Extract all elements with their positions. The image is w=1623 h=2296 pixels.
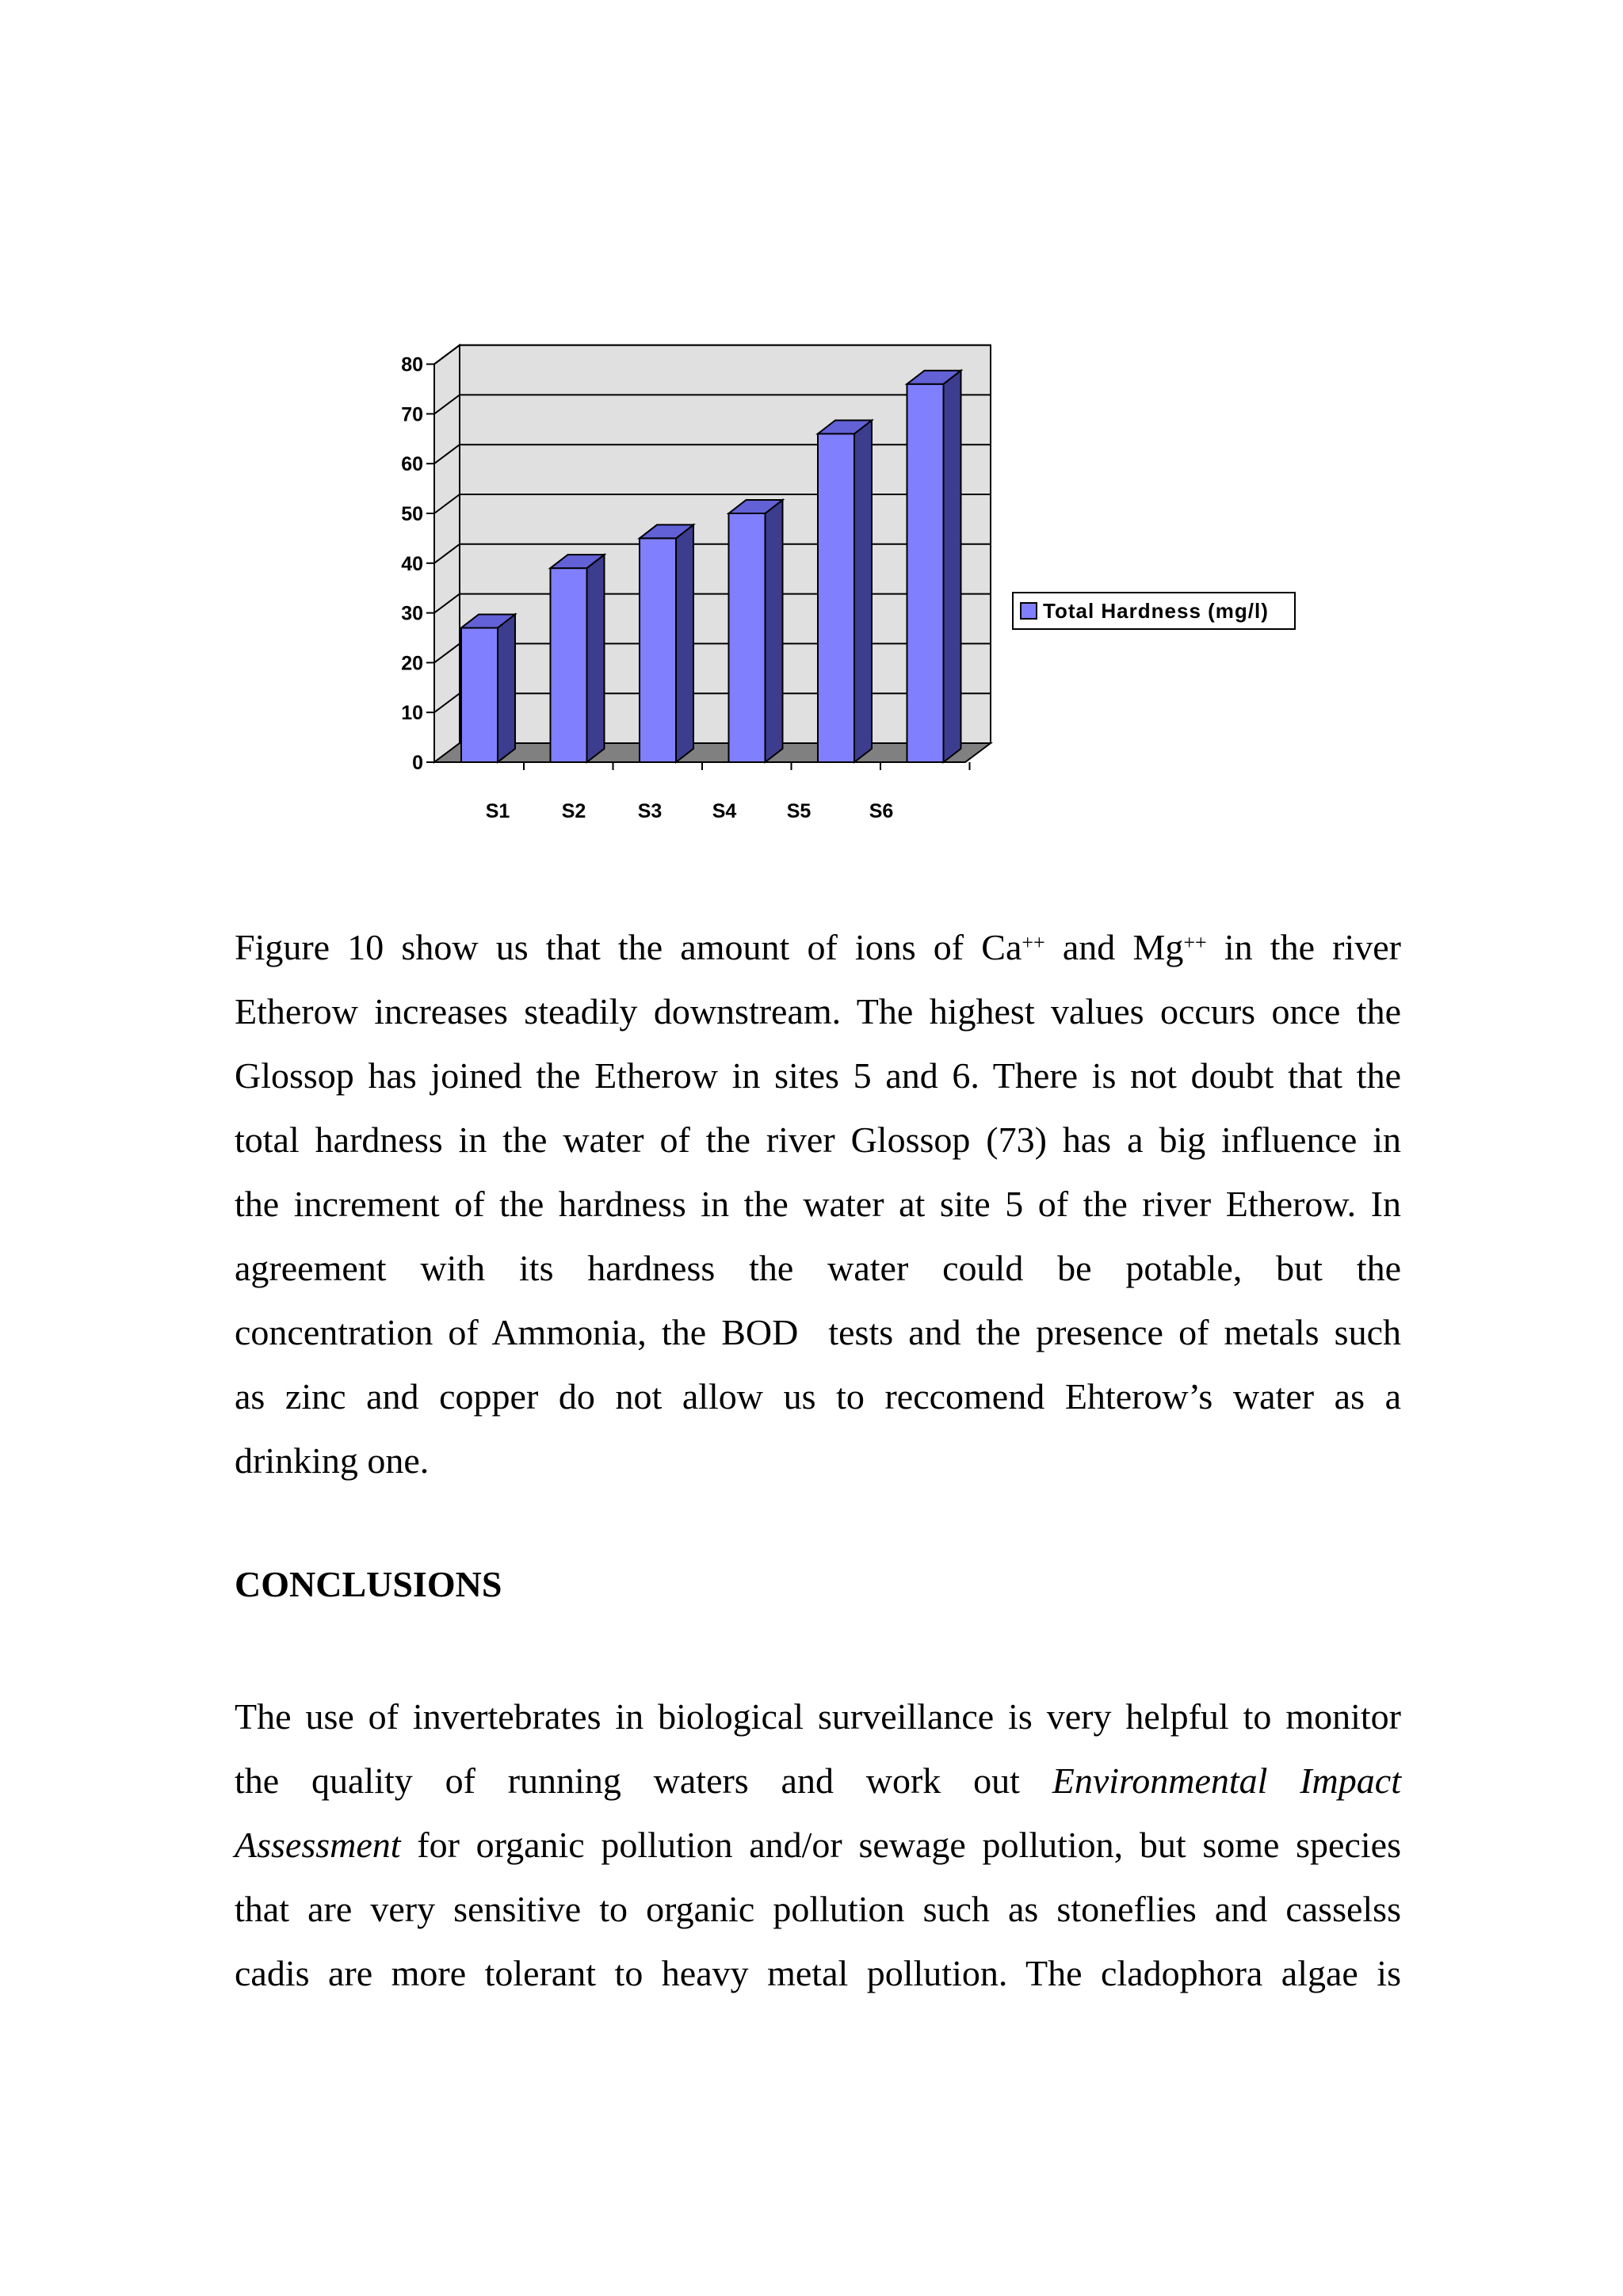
- para2-line-3: Assessment for organic pollution and/or sewage pollution, but some species: [235, 1825, 1401, 1865]
- para1-line-9: drinking one.: [235, 1440, 430, 1481]
- chart-layer: [401, 345, 1295, 822]
- y-tick-label: 40: [401, 552, 423, 575]
- y-tick-label: 70: [401, 403, 423, 426]
- y-tick-label: 20: [401, 652, 423, 675]
- bar: [729, 513, 766, 762]
- bar: [461, 627, 498, 762]
- legend-label: Total Hardness (mg/l): [1043, 599, 1269, 623]
- para2-line-5: cadis are more tolerant to heavy metal pollution. The cladophora algae is: [235, 1953, 1401, 1993]
- y-tick-label: 50: [401, 503, 423, 525]
- bar: [640, 538, 676, 762]
- x-tick-label: S5: [786, 800, 812, 822]
- y-tick-label: 10: [401, 702, 423, 725]
- conclusions-heading: CONCLUSIONS: [235, 1564, 502, 1604]
- x-tick-label: S3: [637, 800, 663, 822]
- y-tick-label: 60: [401, 453, 423, 476]
- para1-line-6: agreement with its hardness the water could be potable, but the: [235, 1248, 1401, 1288]
- bar-side: [854, 421, 872, 762]
- x-tick-label: S2: [561, 800, 586, 822]
- bar-side: [676, 524, 693, 762]
- bar: [907, 384, 944, 762]
- italic-term: Assessment: [235, 1825, 401, 1865]
- x-tick-label: S1: [485, 800, 510, 822]
- hardness-bar-chart: [0, 0, 1623, 871]
- y-tick-label: 0: [412, 752, 423, 774]
- y-tick-label: 30: [401, 602, 423, 625]
- para1-line-2: Etherow increases steadily downstream. The highest values occurs once the: [235, 991, 1401, 1032]
- x-tick-label: S4: [712, 800, 737, 822]
- x-tick-label: S6: [869, 800, 894, 822]
- para1-line-1: Figure 10 show us that the amount of ions of Ca++ and Mg++ in the river: [235, 927, 1401, 967]
- para1-line-5: the increment of the hardness in the water at site 5 of the river Etherow. In: [235, 1184, 1401, 1224]
- bar-side: [498, 614, 515, 762]
- bar-side: [944, 371, 961, 762]
- para2-line-1: The use of invertebrates in biological surveillance is very helpful to monitor: [235, 1696, 1401, 1737]
- y-tick-label: 80: [401, 353, 423, 376]
- italic-term: Environmental Impact: [1052, 1760, 1401, 1801]
- bar-side: [766, 500, 783, 762]
- para1-line-3: Glossop has joined the Etherow in sites 5 and 6. There is not doubt that the: [235, 1055, 1401, 1096]
- para2-line-2: the quality of running waters and work out Environmental Impact: [235, 1760, 1401, 1801]
- para1-line-7: concentration of Ammonia, the BOD tests and the presence of metals such: [235, 1312, 1401, 1352]
- para2-line-4: that are very sensitive to organic pollution such as stoneflies and casselss: [235, 1889, 1401, 1929]
- para1-line-8: as zinc and copper do not allow us to reccomend Ehterow’s water as a: [235, 1376, 1401, 1417]
- para1-line-4: total hardness in the water of the river Glossop (73) has a big influence in: [235, 1119, 1401, 1160]
- legend-swatch: [1021, 603, 1037, 619]
- bar: [818, 434, 854, 762]
- conclusions-paragraph: [235, 1684, 1401, 2005]
- discussion-paragraph: [235, 915, 1401, 1493]
- bar: [551, 568, 587, 762]
- bar-side: [587, 555, 605, 762]
